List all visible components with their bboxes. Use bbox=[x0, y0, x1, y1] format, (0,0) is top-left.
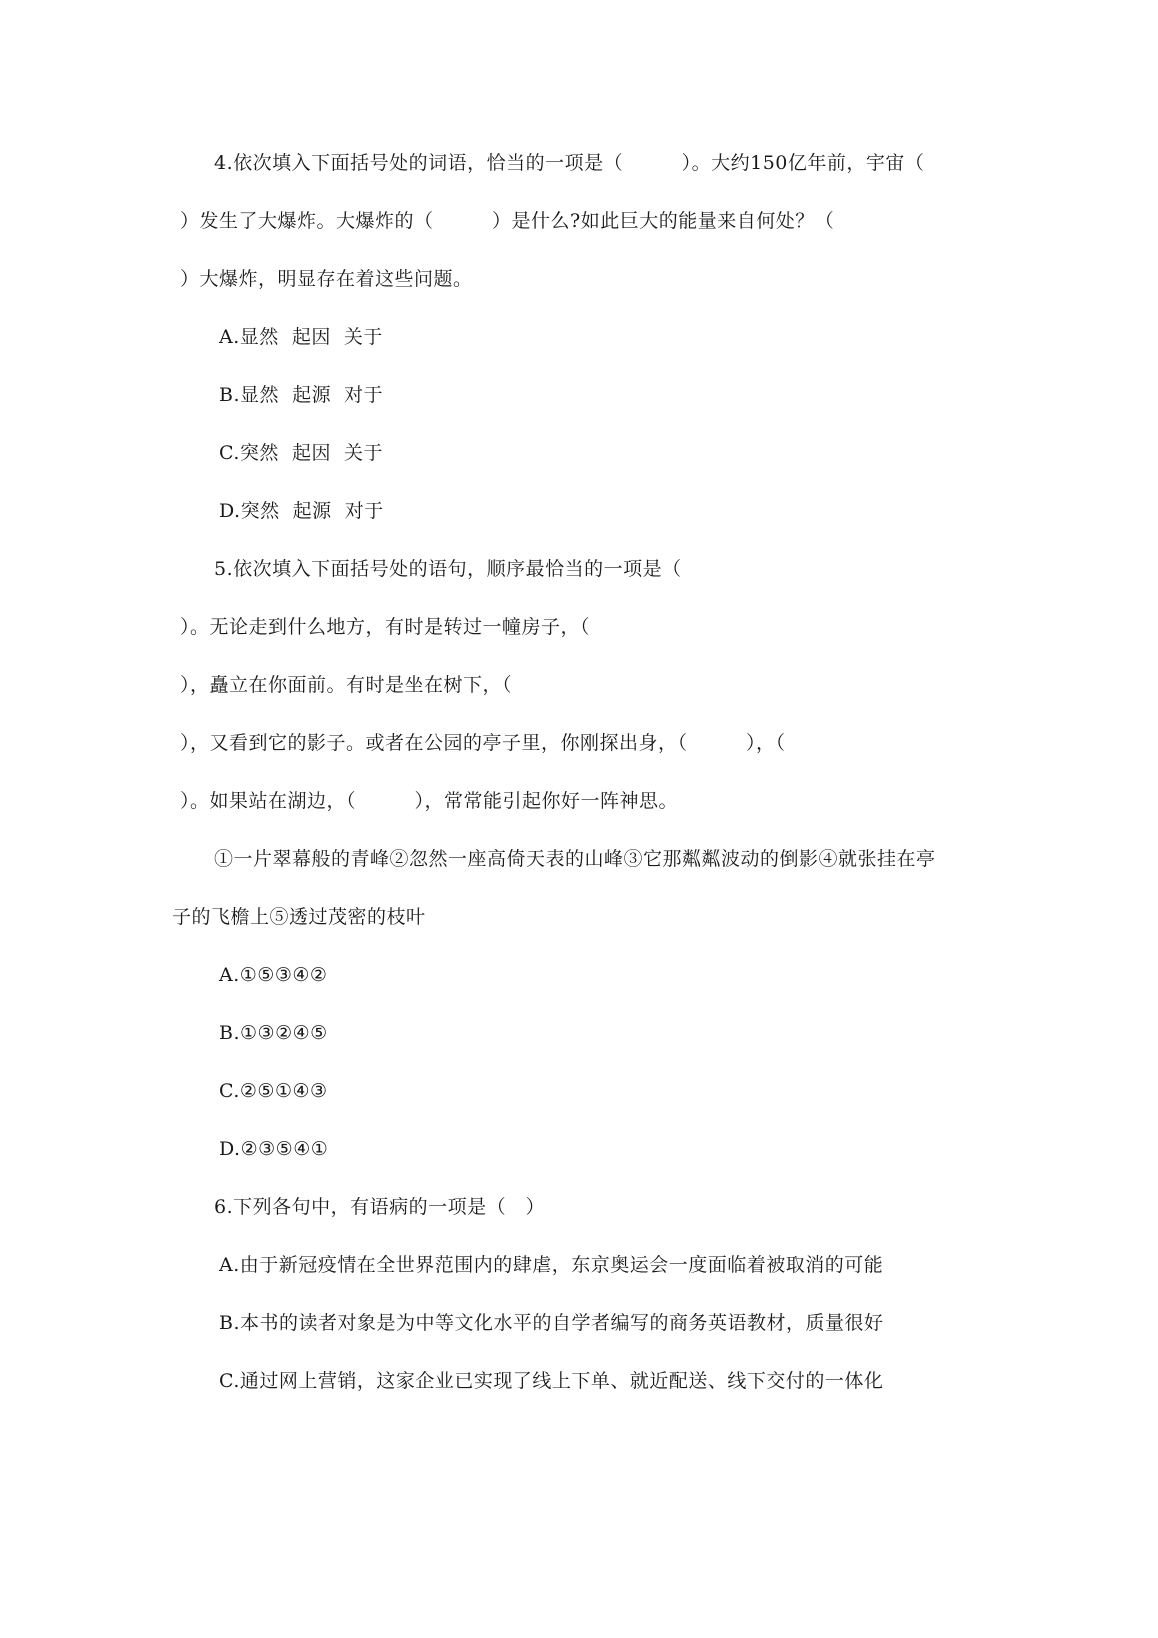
question-6-stem: 6.下列各句中，有语病的一项是（ ） bbox=[214, 1196, 546, 1218]
question-4-stem-line-1: 4.依次填入下面括号处的词语，恰当的一项是（ ）。大约150亿年前，宇宙（ bbox=[214, 152, 925, 174]
question-4-stem-line-3: ）大爆炸，明显存在着这些问题。 bbox=[180, 268, 473, 290]
question-5-stem-line-5: ）。如果站在湖边，（ ），常常能引起你好一阵神思。 bbox=[180, 790, 679, 812]
question-4-option-c: C.突然 起因 关于 bbox=[219, 442, 384, 464]
question-5-option-d: D.②③⑤④① bbox=[219, 1138, 329, 1160]
question-5-stem-line-4: ），又看到它的影子。或者在公园的亭子里，你刚探出身，（ ），（ bbox=[180, 732, 786, 754]
question-4-option-b: B.显然 起源 对于 bbox=[219, 384, 384, 406]
question-5-sentences-line-2: 子的飞檐上⑤透过茂密的枝叶 bbox=[172, 906, 426, 928]
question-5-stem-line-2: ）。无论走到什么地方，有时是转过一幢房子，（ bbox=[180, 616, 591, 638]
question-5-option-b: B.①③②④⑤ bbox=[219, 1022, 328, 1044]
question-6-option-a: A.由于新冠疫情在全世界范围内的肆虐，东京奥运会一度面临着被取消的可能 bbox=[219, 1254, 884, 1276]
question-5-option-a: A.①⑤③④② bbox=[219, 964, 328, 986]
question-5-option-c: C.②⑤①④③ bbox=[219, 1080, 328, 1102]
question-4-stem-line-2: ）发生了大爆炸。大爆炸的（ ）是什么?如此巨大的能量来自何处？（ bbox=[180, 210, 835, 232]
question-5-stem-line-3: ），矗立在你面前。有时是坐在树下，（ bbox=[180, 674, 513, 696]
question-6-option-c: C.通过网上营销，这家企业已实现了线上下单、就近配送、线下交付的一体化 bbox=[219, 1370, 884, 1392]
question-4-option-a: A.显然 起因 关于 bbox=[219, 326, 383, 348]
question-4-option-d: D.突然 起源 对于 bbox=[219, 500, 384, 522]
question-5-stem-line-1: 5.依次填入下面括号处的语句，顺序最恰当的一项是（ bbox=[214, 558, 682, 580]
question-5-sentences-line-1: ①一片翠幕般的青峰②忽然一座高倚天表的山峰③它那粼粼波动的倒影④就张挂在亭 bbox=[214, 848, 936, 870]
question-6-option-b: B.本书的读者对象是为中等文化水平的自学者编写的商务英语教材，质量很好 bbox=[219, 1312, 884, 1334]
